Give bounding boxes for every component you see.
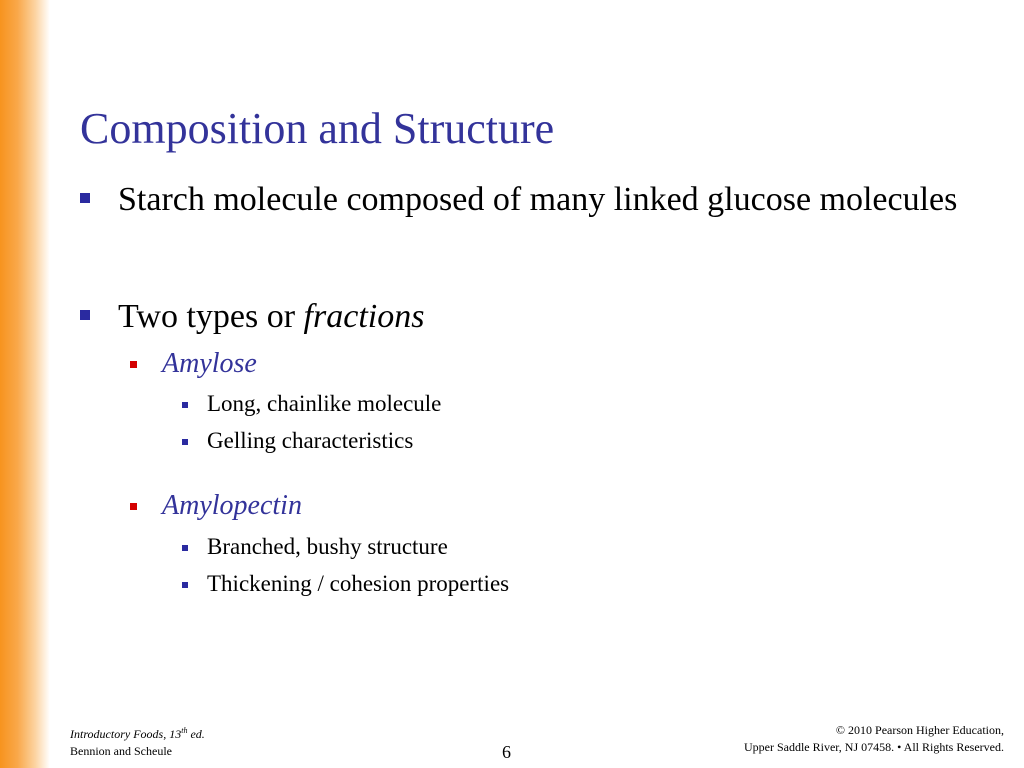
footer-copyright bbox=[744, 722, 1004, 756]
sub-bullet-text: Amylopectin bbox=[162, 490, 302, 521]
book-authors: Bennion and Scheule bbox=[70, 744, 172, 758]
bullet-starch bbox=[118, 178, 998, 221]
detail-bullet bbox=[207, 570, 509, 598]
book-title: Introductory Foods, 13th ed. bbox=[70, 726, 205, 741]
red-square-bullet-icon bbox=[130, 361, 137, 368]
red-square-bullet-icon bbox=[130, 503, 137, 510]
square-bullet-icon bbox=[182, 439, 188, 445]
detail-text: Gelling characteristics bbox=[207, 428, 414, 453]
detail-text: Long, chainlike molecule bbox=[207, 391, 442, 416]
copyright-line: Upper Saddle River, NJ 07458. • All Rights Reserved. bbox=[743, 740, 1004, 754]
square-bullet-icon bbox=[182, 545, 188, 551]
bullet-two-types bbox=[118, 295, 998, 338]
sub-bullet-amylose bbox=[162, 348, 257, 380]
sub-bullet-text: Amylose bbox=[162, 348, 257, 379]
detail-text: Thickening / cohesion properties bbox=[207, 571, 510, 596]
detail-text: Branched, bushy structure bbox=[207, 534, 448, 559]
bullet-emphasis: fractions bbox=[303, 298, 425, 335]
square-bullet-icon bbox=[182, 582, 188, 588]
detail-bullet bbox=[207, 390, 441, 418]
square-bullet-icon bbox=[182, 402, 188, 408]
bullet-text: Starch molecule composed of many linked glucose molecules bbox=[118, 181, 958, 218]
detail-bullet bbox=[207, 533, 448, 561]
detail-bullet bbox=[207, 427, 413, 455]
sub-bullet-amylopectin bbox=[162, 490, 302, 522]
bullet-text: Two types or bbox=[118, 298, 304, 335]
square-bullet-icon bbox=[80, 193, 90, 203]
page-number: 6 bbox=[502, 742, 511, 762]
slide-title: Composition and Structure bbox=[80, 104, 555, 153]
footer-book-info bbox=[70, 722, 205, 760]
copyright-line: © 2010 Pearson Higher Education, bbox=[835, 723, 1004, 737]
square-bullet-icon bbox=[80, 310, 90, 320]
orange-side-bar bbox=[0, 0, 50, 768]
